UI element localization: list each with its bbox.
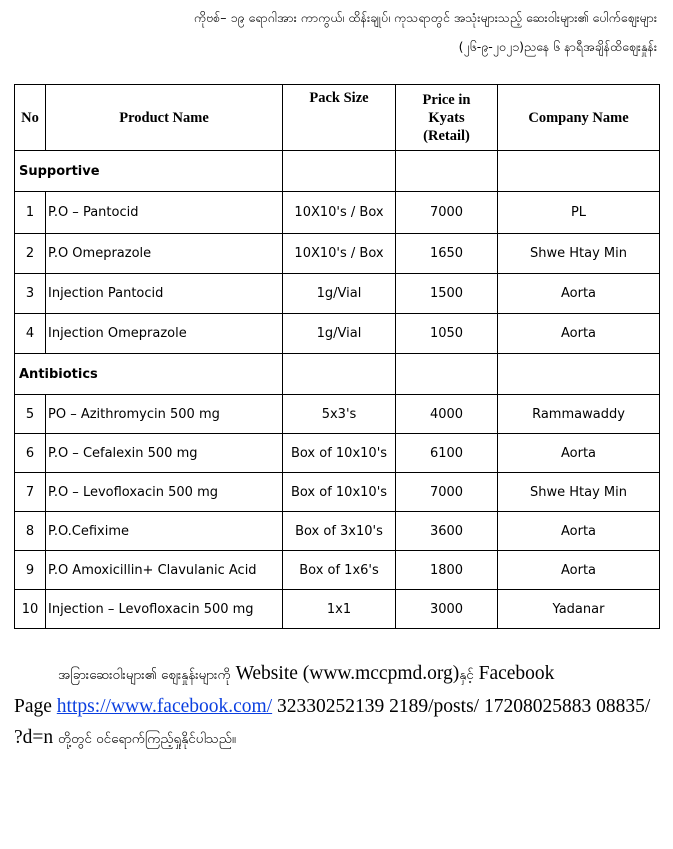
table-row bbox=[15, 590, 660, 629]
empty-cell bbox=[283, 354, 396, 395]
product-name: Injection Omeprazole bbox=[46, 314, 283, 354]
row-number: 9 bbox=[15, 551, 46, 590]
empty-cell bbox=[396, 151, 498, 192]
price: 1500 bbox=[396, 274, 498, 314]
column-header-no: No bbox=[15, 85, 46, 151]
row-number: 4 bbox=[15, 314, 46, 354]
page-word: Page bbox=[14, 696, 52, 717]
company-name: Aorta bbox=[498, 314, 660, 354]
company-name: Aorta bbox=[498, 512, 660, 551]
empty-cell bbox=[498, 151, 660, 192]
row-number: 10 bbox=[15, 590, 46, 629]
product-name: P.O Omeprazole bbox=[46, 234, 283, 274]
product-name: PO – Azithromycin 500 mg bbox=[46, 395, 283, 434]
table-row bbox=[15, 473, 660, 512]
table-row bbox=[15, 314, 660, 354]
pack-size: 1g/Vial bbox=[283, 274, 396, 314]
price: 1800 bbox=[396, 551, 498, 590]
section-title: Antibiotics bbox=[15, 354, 283, 395]
product-name: P.O.Cefixime bbox=[46, 512, 283, 551]
company-name: Shwe Htay Min bbox=[498, 473, 660, 512]
table-row bbox=[15, 192, 660, 234]
section-title: Supportive bbox=[15, 151, 283, 192]
pack-size: Box of 1x6's bbox=[283, 551, 396, 590]
pack-size: Box of 10x10's bbox=[283, 473, 396, 512]
column-header-company: Company Name bbox=[498, 85, 660, 151]
pack-size: Box of 3x10's bbox=[283, 512, 396, 551]
section-row bbox=[15, 151, 660, 192]
table-row bbox=[15, 551, 660, 590]
table-row bbox=[15, 274, 660, 314]
row-number: 8 bbox=[15, 512, 46, 551]
company-name: Aorta bbox=[498, 274, 660, 314]
table-header-row bbox=[15, 85, 660, 151]
table-row bbox=[15, 395, 660, 434]
pack-size: 1g/Vial bbox=[283, 314, 396, 354]
footer-and: နှင့် bbox=[459, 667, 474, 683]
pack-size: 10X10's / Box bbox=[283, 192, 396, 234]
price: 3000 bbox=[396, 590, 498, 629]
price: 4000 bbox=[396, 395, 498, 434]
facebook-post-path: 32330252139 2189/posts/ 17208025883 08835/ ?d=n bbox=[14, 696, 651, 748]
price: 1650 bbox=[396, 234, 498, 274]
company-name: Aorta bbox=[498, 434, 660, 473]
row-number: 3 bbox=[15, 274, 46, 314]
company-name: Yadanar bbox=[498, 590, 660, 629]
website-reference: Website (www.mccpmd.org) bbox=[235, 663, 460, 684]
company-name: Shwe Htay Min bbox=[498, 234, 660, 274]
document-title: ကိုဗစ်– ၁၉ ရောဂါအား ကာကွယ်၊ ထိန်းချုပ်၊ ကုသရာတွင် အသုံးများသည့် ဆေးဝါးများ၏ ပေါက်ဈေးများ bbox=[193, 10, 657, 25]
row-number: 7 bbox=[15, 473, 46, 512]
empty-cell bbox=[283, 151, 396, 192]
pack-size: 10X10's / Box bbox=[283, 234, 396, 274]
price: 6100 bbox=[396, 434, 498, 473]
facebook-link[interactable]: https://www.facebook.com/ bbox=[56, 696, 273, 717]
price: 7000 bbox=[396, 473, 498, 512]
table-row bbox=[15, 434, 660, 473]
pack-size: 5x3's bbox=[283, 395, 396, 434]
row-number: 2 bbox=[15, 234, 46, 274]
column-header-price: Price in Kyats (Retail) bbox=[396, 85, 498, 151]
table-row bbox=[15, 512, 660, 551]
pack-size: 1x1 bbox=[283, 590, 396, 629]
product-name: Injection Pantocid bbox=[46, 274, 283, 314]
product-name: P.O Amoxicillin+ Clavulanic Acid bbox=[46, 551, 283, 590]
table-row bbox=[15, 234, 660, 274]
row-number: 6 bbox=[15, 434, 46, 473]
row-number: 5 bbox=[15, 395, 46, 434]
column-header-product-name: Product Name bbox=[46, 85, 283, 151]
price-date-subtitle: (၂၆-၉-၂၀၂၁)ညနေ ၆ နာရီအချိန်ထိဈေးနှုန်း bbox=[458, 39, 657, 54]
facebook-word: Facebook bbox=[478, 663, 555, 684]
footer-text-intro: အခြားဆေးဝါးများ၏ ဈေးနှုန်းများကို bbox=[58, 667, 231, 683]
company-name: Aorta bbox=[498, 551, 660, 590]
price: 7000 bbox=[396, 192, 498, 234]
column-header-pack-size: Pack Size bbox=[283, 85, 396, 151]
empty-cell bbox=[498, 354, 660, 395]
pack-size: Box of 10x10's bbox=[283, 434, 396, 473]
footer-text-outro: တို့တွင် ဝင်ရောက်ကြည့်ရှုနိုင်ပါသည်။ bbox=[58, 731, 236, 747]
footer-note bbox=[14, 658, 662, 755]
product-name: Injection – Levofloxacin 500 mg bbox=[46, 590, 283, 629]
company-name: PL bbox=[498, 192, 660, 234]
product-name: P.O – Pantocid bbox=[46, 192, 283, 234]
price: 1050 bbox=[396, 314, 498, 354]
product-name: P.O – Levofloxacin 500 mg bbox=[46, 473, 283, 512]
empty-cell bbox=[396, 354, 498, 395]
row-number: 1 bbox=[15, 192, 46, 234]
drug-price-table bbox=[14, 84, 660, 629]
product-name: P.O – Cefalexin 500 mg bbox=[46, 434, 283, 473]
section-row bbox=[15, 354, 660, 395]
price: 3600 bbox=[396, 512, 498, 551]
company-name: Rammawaddy bbox=[498, 395, 660, 434]
